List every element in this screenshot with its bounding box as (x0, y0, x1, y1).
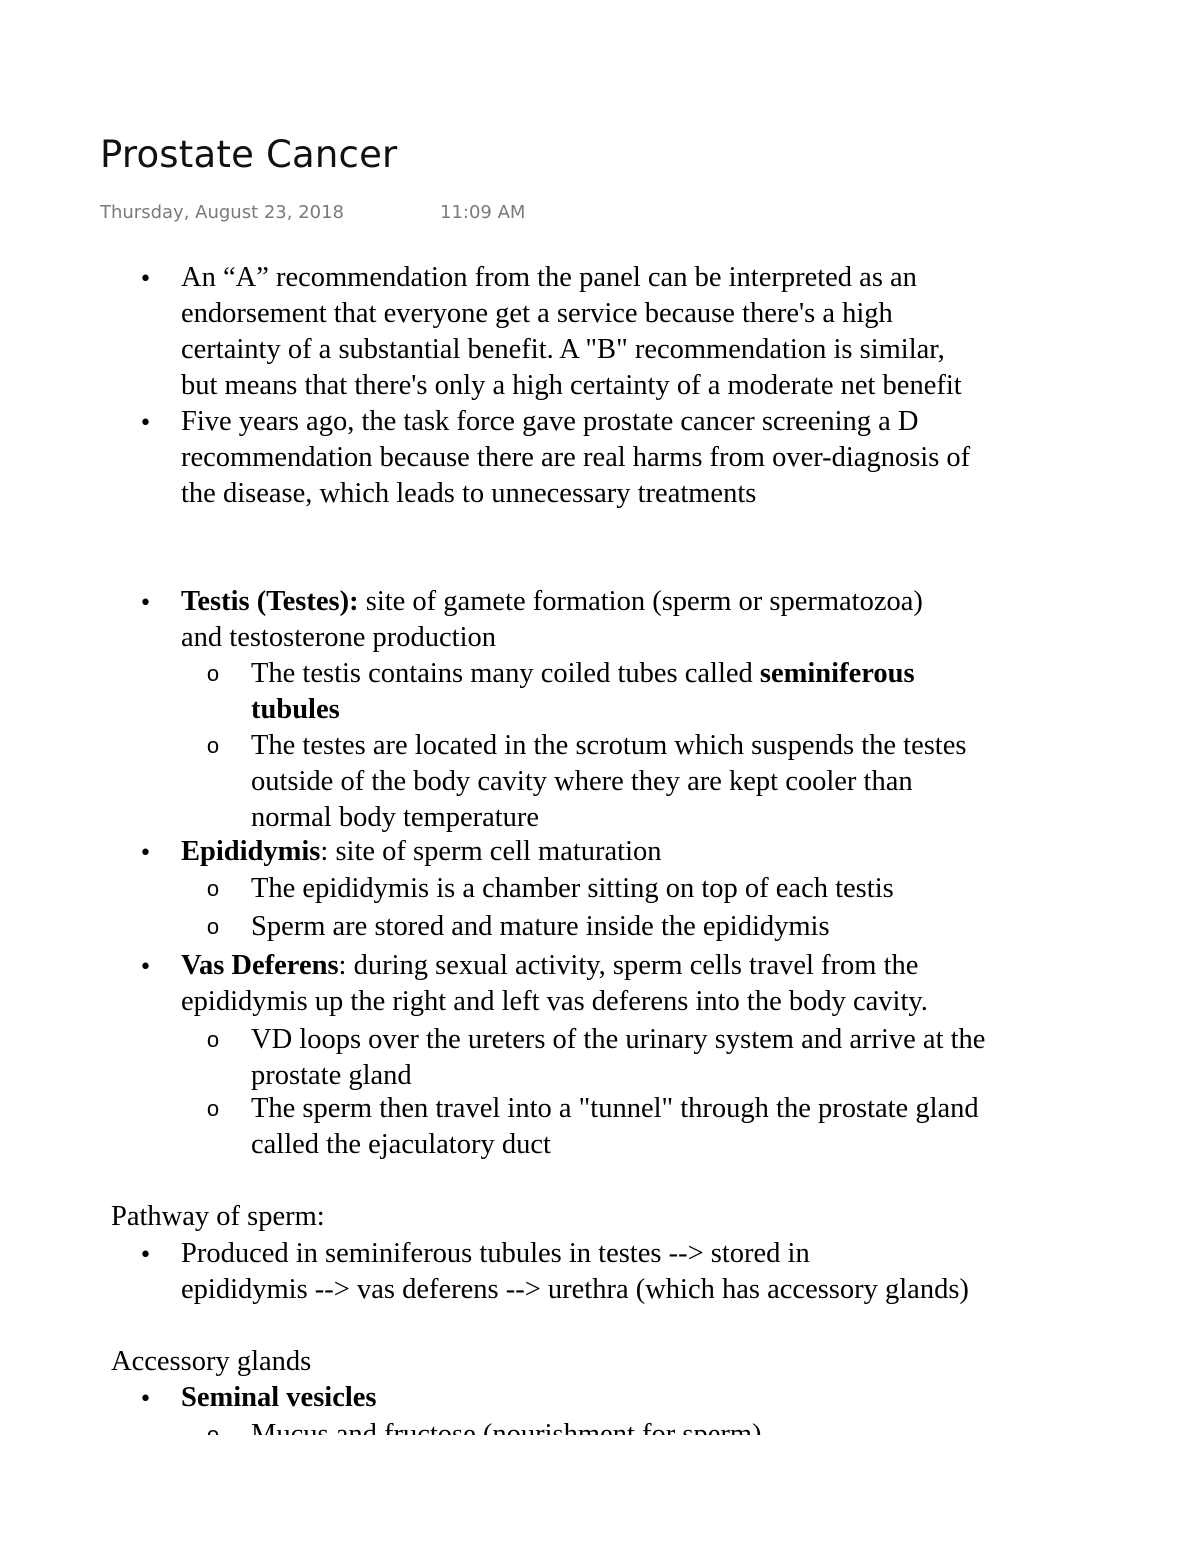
epididymis-definition: : site of sperm cell maturation (320, 836, 662, 867)
bullet-marker (139, 404, 151, 442)
sub-item-text: called the ejaculatory duct (251, 1129, 551, 1160)
bullet-text: the disease, which leads to unnecessary treatments (181, 478, 757, 509)
bullet-marker (139, 260, 151, 298)
testis-definition: site of gamete formation (sperm or spermatozoa) (358, 586, 923, 617)
page-date: Thursday, August 23, 2018 (100, 202, 345, 223)
epididymis-term: Epididymis (181, 836, 321, 867)
sub-item-text: The epididymis is a chamber sitting on top of each testis (251, 873, 894, 904)
testis-definition-cont: and testosterone production (181, 622, 497, 653)
page-bottom-margin (0, 1435, 1200, 1553)
pathway-heading: Pathway of sperm: (111, 1201, 325, 1232)
bullet-text: An “A” recommendation from the panel can be interpreted as an (181, 262, 917, 293)
bullet-text: endorsement that everyone get a service because there's a high (181, 298, 893, 329)
vas-deferens-definition: : during sexual activity, sperm cells travel from the (338, 950, 919, 981)
bullet-marker (139, 948, 151, 986)
sub-bullet-marker: o (206, 661, 220, 686)
sub-item-text: The testes are located in the scrotum which suspends the testes (251, 730, 967, 761)
testis-sub-item (251, 656, 915, 692)
page-time: 11:09 AM (440, 202, 526, 223)
accessory-heading: Accessory glands (111, 1346, 312, 1377)
vas-deferens-item (181, 948, 918, 984)
vas-deferens-term: Vas Deferens (181, 950, 339, 981)
bullet-text: but means that there's only a high certainty of a moderate net benefit (181, 370, 962, 401)
bullet-text: Five years ago, the task force gave prostate cancer screening a D (181, 406, 919, 437)
testis-item (181, 584, 923, 620)
bullet-marker (139, 1380, 151, 1418)
sub-bullet-marker: o (206, 1027, 220, 1052)
page-title: Prostate Cancer (100, 133, 398, 176)
sub-item-text: VD loops over the ureters of the urinary system and arrive at the (251, 1024, 986, 1055)
sub-item-text: The testis contains many coiled tubes called (251, 658, 760, 689)
sub-bullet-marker: o (206, 733, 220, 758)
sub-item-text: The sperm then travel into a "tunnel" through the prostate gland (251, 1093, 979, 1124)
bullet-marker (139, 834, 151, 872)
sub-item-text: outside of the body cavity where they are kept cooler than (251, 766, 913, 797)
seminiferous-term: seminiferous (759, 658, 915, 689)
bullet-text: certainty of a substantial benefit. A "B" recommendation is similar, (181, 334, 945, 365)
sub-bullet-marker: o (206, 914, 220, 939)
bullet-text: epididymis --> vas deferens --> urethra (which has accessory glands) (181, 1274, 969, 1305)
bullet-text: Produced in seminiferous tubules in testes --> stored in (181, 1238, 810, 1269)
sub-item-text: normal body temperature (251, 802, 540, 833)
bullet-text: recommendation because there are real harms from over-diagnosis of (181, 442, 971, 473)
seminal-vesicles-term: Seminal vesicles (181, 1382, 377, 1413)
tubules-term: tubules (251, 694, 340, 725)
bullet-marker (139, 584, 151, 622)
vas-deferens-definition-cont: epididymis up the right and left vas deferens into the body cavity. (181, 986, 928, 1017)
sub-item-text: prostate gland (251, 1060, 412, 1091)
epididymis-item (181, 834, 662, 870)
sub-bullet-marker: o (206, 1096, 220, 1121)
sub-item-text: Sperm are stored and mature inside the epididymis (251, 911, 830, 942)
sub-bullet-marker: o (206, 876, 220, 901)
testis-sub-item-cont (251, 692, 340, 728)
testis-term: Testis (Testes): (181, 586, 359, 617)
bullet-marker (139, 1236, 151, 1274)
seminal-vesicles-item (181, 1380, 377, 1416)
